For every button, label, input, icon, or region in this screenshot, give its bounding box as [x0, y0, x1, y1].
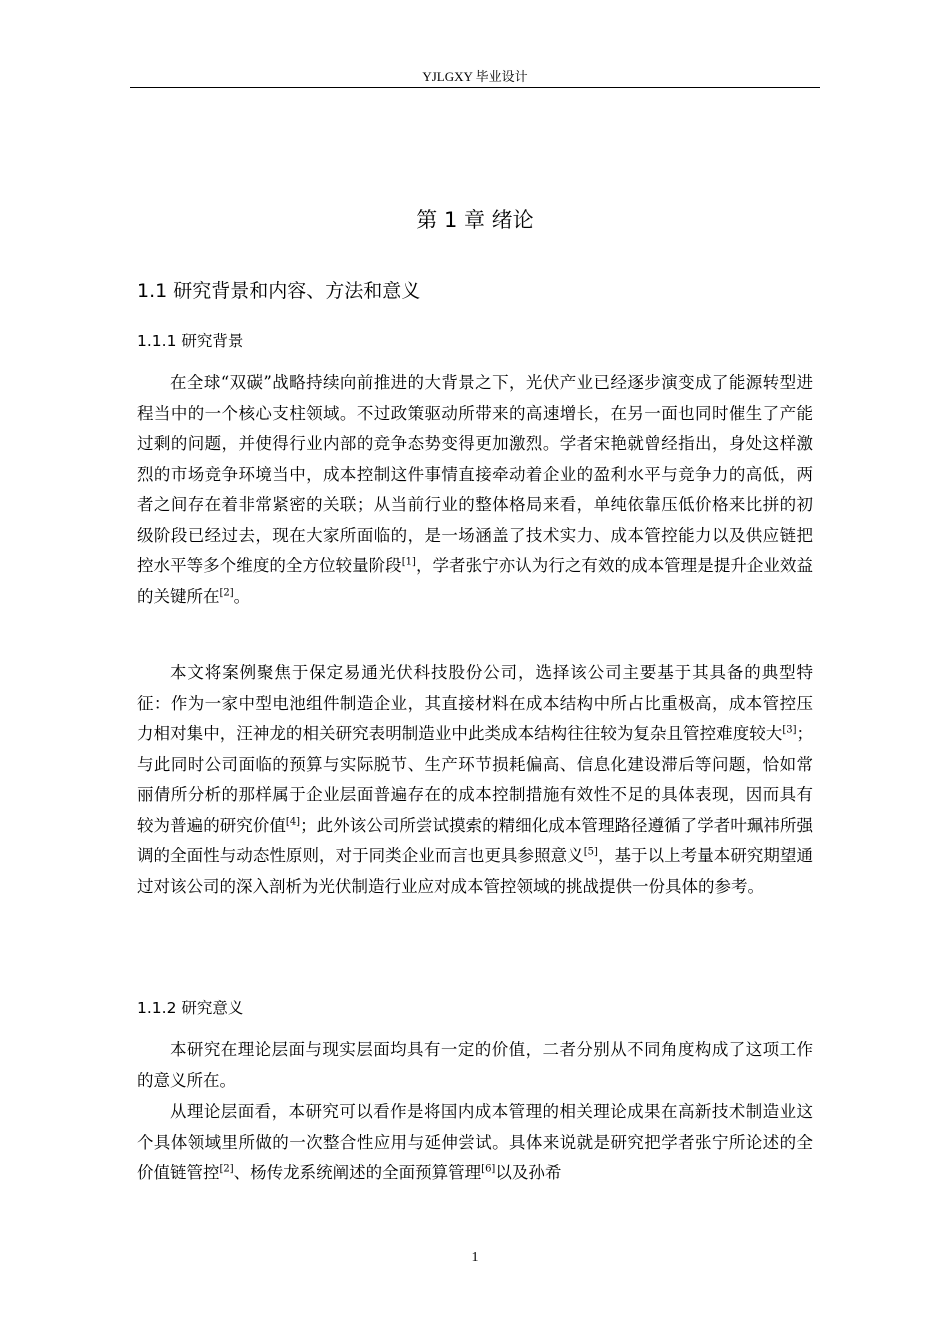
citation-ref: [1] — [401, 556, 416, 568]
paragraph-significance-intro: 本研究在理论层面与现实层面均具有一定的价值，二者分别从不同角度构成了这项工作的意义所在。 — [137, 1040, 813, 1090]
chapter-title: 第 1 章 绪论 — [416, 208, 534, 232]
citation-ref: [3] — [782, 724, 797, 736]
citation-ref: [2] — [219, 1163, 234, 1175]
section-heading-1-1: 1.1 研究背景和内容、方法和意义 — [137, 280, 421, 302]
citation-ref: [4] — [285, 816, 301, 827]
paragraph-case-selection: 本文将案例聚焦于保定易通光伏科技股份公司，选择该公司主要基于其具备的典型特征：作为一家中型电池组件制造企业，其直接材料在成本结构中所占比重极高，成本管控压力相对集中，汪神龙的相关研究表明制造业中此类成本结构往往较为复杂且管控难度较大[3]；与此同时公司面临的预算与实际脱节、生产环节损耗偏高、信息化建设滞后等问题，恰如常丽倩所分析的那样属于企业层面普遍存在的成本控制措施有效性不足的具体表现，因而具有较为普遍的研究价值[4]；此外该公司所尝试摸索的精细化成本管理路径遵循了学者叶珮祎所强调的全面性与动态性原则，对于同类企业而言也更具参照意义[5]，基于以上考量本研究期望通过对该公司的深入剖析为光伏制造行业应对成本管控领域的挑战提供一份具体的参考。 — [137, 663, 814, 896]
header-rule — [130, 87, 820, 88]
citation-ref: [6] — [481, 1163, 496, 1175]
citation-ref: [5] — [583, 846, 598, 858]
citation-ref: [2] — [219, 587, 234, 598]
subsection-heading-1-1-1: 1.1.1 研究背景 — [137, 332, 244, 350]
page-header: YJLGXY 毕业设计 — [422, 69, 528, 84]
paragraph-theoretical-significance: 从理论层面看，本研究可以看作是将国内成本管理的相关理论成果在高新技术制造业这个具体领域里所做的一次整合性应用与延伸尝试。具体来说就是研究把学者张宁所论述的全价值链管控[2]、杨传龙系统阐述的全面预算管理[6]以及孙希 — [137, 1102, 813, 1182]
subsection-heading-1-1-2: 1.1.2 研究意义 — [137, 999, 244, 1017]
paragraph-background: 在全球“双碳”战略持续向前推进的大背景之下，光伏产业已经逐步演变成了能源转型进程当中的一个核心支柱领域。不过政策驱动所带来的高速增长，在另一面也同时催生了产能过剩的问题，并使得行业内部的竞争态势变得更加激烈。学者宋艳就曾经指出，身处这样激烈的市场竞争环境当中，成本控制这件事情直接牵动着企业的盈利水平与竞争力的高低，两者之间存在着非常紧密的关联；从当前行业的整体格局来看，单纯依靠压低价格来比拼的初级阶段已经过去，现在大家所面临的，是一场涵盖了技术实力、成本管控能力以及供应链把控水平等多个维度的全方位较量阶段[1]，学者张宁亦认为行之有效的成本管理是提升企业效益的关键所在[2]。 — [137, 373, 814, 606]
page-number: 1 — [471, 1250, 479, 1265]
